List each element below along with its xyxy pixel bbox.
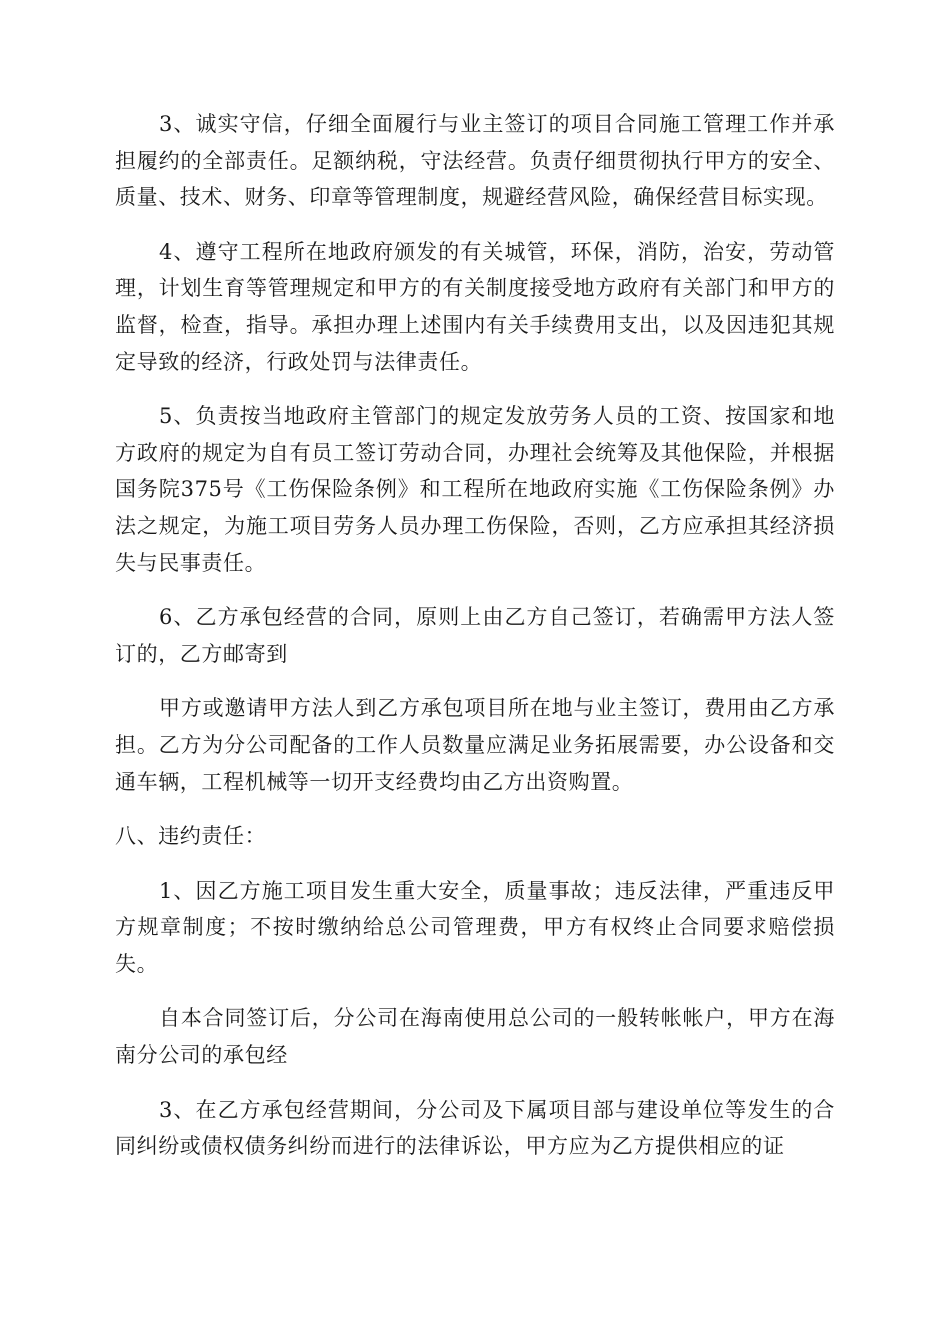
paragraph-breach-account: 自本合同签订后，分公司在海南使用总公司的一般转帐帐户，甲方在海南分公司的承包经 — [115, 1006, 835, 1068]
paragraph-clause-6: 6、乙方承包经营的合同，原则上由乙方自己签订，若确需甲方法人签订的，乙方邮寄到 — [115, 605, 835, 666]
paragraph-clause-6-continued: 甲方或邀请甲方法人到乙方承包项目所在地与业主签订，费用由乙方承担。乙方为分公司配备的工作人员数量应满足业务拓展需要，办公设备和交通车辆，工程机械等一切开支经费均由乙方出资购置。 — [115, 696, 835, 794]
section-heading-breach-liability: 八、违约责任： — [115, 824, 267, 849]
paragraph-clause-4: 4、遵守工程所在地政府颁发的有关城管，环保，消防，治安，劳动管理，计划生育等管理规定和甲方的有关制度接受地方政府有关部门和甲方的监督，检查，指导。承担办理上述围内有关手续费用支出，以及因违犯其规定导致的经济，行政处罚与法律责任。 — [115, 239, 835, 374]
paragraph-clause-3: 3、诚实守信，仔细全面履行与业主签订的项目合同施工管理工作并承担履约的全部责任。足额纳税，守法经营。负责仔细贯彻执行甲方的安全、质量、技术、财务、印章等管理制度，规避经营风险，确保经营目标实现。 — [115, 112, 835, 210]
paragraph-breach-3: 3、在乙方承包经营期间，分公司及下属项目部与建设单位等发生的合同纠纷或债权债务纠纷而进行的法律诉讼，甲方应为乙方提供相应的证 — [115, 1097, 835, 1159]
document-page — [115, 106, 835, 1183]
paragraph-breach-1: 1、因乙方施工项目发生重大安全，质量事故；违反法律，严重违反甲方规章制度；不按时缴纳给总公司管理费，甲方有权终止合同要求赔偿损失。 — [115, 878, 835, 976]
paragraph-clause-5: 5、负责按当地政府主管部门的规定发放劳务人员的工资、按国家和地方政府的规定为自有员工签订劳动合同，办理社会统筹及其他保险，并根据国务院375号《工伤保险条例》和工程所在地政府实施《工伤保险条例》办法之规定，为施工项目劳务人员办理工伤保险，否则，乙方应承担其经济损失与民事责任。 — [115, 404, 835, 575]
